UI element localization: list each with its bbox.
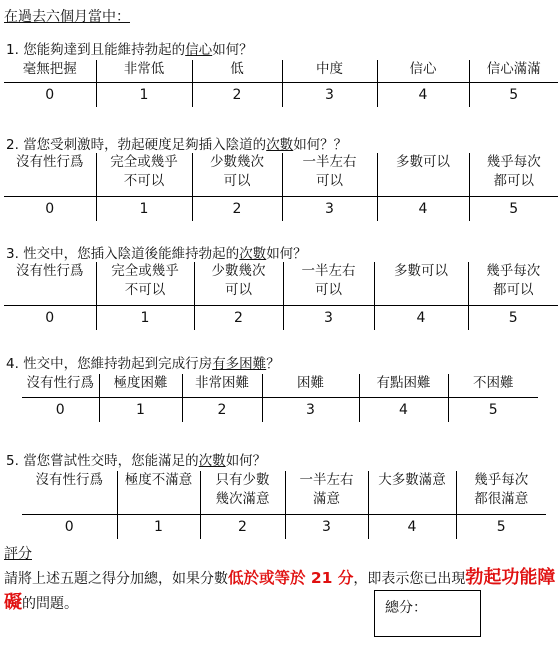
option-label-line: 沒有性行爲 (35, 472, 103, 488)
option-label-line: 可以 (316, 173, 343, 189)
question-number: 3. (6, 246, 19, 262)
option-score[interactable]: 0 (55, 401, 65, 418)
option-label-line: 幾乎每次 (486, 154, 541, 170)
question-5-scale (22, 471, 546, 539)
question-4-scale (22, 374, 538, 422)
option-label (117, 471, 200, 515)
question-4-title (6, 352, 280, 372)
total-score-box[interactable] (374, 590, 481, 637)
option-score[interactable]: 0 (64, 518, 74, 535)
question-emphasis: 次數 (198, 453, 226, 469)
option-label-line: 困難 (297, 375, 324, 391)
option-label-line: 極度不滿意 (124, 472, 193, 488)
option-label-line: 中度 (316, 61, 343, 77)
option-label-line: 毫無把握 (22, 61, 77, 77)
question-1-scale (4, 60, 558, 107)
question-suffix: 如何？？ (293, 137, 348, 153)
question-1-title (6, 38, 253, 58)
question-2-scale (4, 153, 558, 221)
option-score[interactable]: 4 (377, 197, 469, 222)
option-label-line: 大多數滿意 (378, 472, 446, 488)
option-label-line: 多數可以 (396, 154, 450, 170)
option-score[interactable]: 2 (192, 83, 282, 108)
question-suffix: 如何？ (225, 453, 267, 469)
option-label-line: 幾乎每次 (474, 472, 529, 488)
option-label-line: 一半左右 (301, 263, 356, 279)
option-label (468, 262, 558, 306)
option-label-line: 可以 (223, 173, 251, 189)
option-label (469, 153, 558, 197)
question-suffix: 如何？ (266, 246, 307, 262)
option-score[interactable]: 4 (374, 306, 468, 331)
option-score[interactable]: 0 (45, 86, 55, 103)
option-label (96, 153, 192, 197)
option-label (377, 60, 469, 83)
question-emphasis: 次數 (239, 246, 267, 262)
scoring-condition: 勃起功能障礙 (4, 567, 556, 613)
option-label-line: 幾次滿意 (215, 491, 270, 507)
question-5-title (6, 449, 266, 469)
option-score[interactable]: 5 (468, 306, 558, 331)
option-label-line: 不可以 (124, 282, 166, 298)
option-label (194, 262, 283, 306)
option-label-line: 有點困難 (376, 375, 431, 391)
option-label (448, 374, 538, 398)
option-label (285, 471, 368, 515)
option-score[interactable]: 1 (96, 197, 192, 222)
option-label (283, 262, 374, 306)
option-score[interactable]: 0 (45, 200, 55, 217)
option-score[interactable]: 3 (262, 398, 359, 423)
option-label (359, 374, 448, 398)
option-label (377, 153, 469, 197)
option-label-line: 都很滿意 (474, 491, 529, 507)
option-label-line: 一半左右 (302, 154, 357, 170)
option-score[interactable]: 5 (469, 197, 558, 222)
option-score[interactable]: 4 (377, 83, 469, 108)
question-prefix: 性交中，您維持勃起到完成行房 (23, 356, 213, 372)
option-score[interactable]: 5 (469, 83, 558, 108)
option-label-line: 一半左右 (299, 472, 354, 488)
option-label-line: 可以 (315, 282, 342, 298)
option-score[interactable]: 5 (456, 515, 546, 540)
option-label (96, 262, 194, 306)
option-score[interactable]: 1 (96, 83, 192, 108)
question-emphasis: 次數 (266, 137, 294, 153)
option-score[interactable]: 3 (283, 306, 374, 331)
option-label-line: 信心滿滿 (486, 61, 541, 77)
question-prefix: 當您嘗試性交時，您能滿足的 (23, 453, 199, 469)
scoring-text-middle: ，即表示您已出現 (353, 571, 466, 587)
question-3-scale (4, 262, 558, 330)
question-number: 4. (6, 356, 19, 372)
option-label (192, 60, 282, 83)
question-prefix: 您能夠達到且能維持勃起的 (23, 42, 186, 58)
option-label-line: 沒有性行爲 (26, 375, 94, 391)
scoring-threshold: 低於或等於 21 分 (228, 569, 354, 587)
option-label-line: 完全或幾乎 (111, 263, 179, 279)
option-label (99, 374, 182, 398)
option-label-line: 非常困難 (195, 375, 249, 391)
total-score-label: 總分： (385, 600, 427, 616)
option-label (4, 153, 96, 197)
question-emphasis: 信心 (185, 42, 213, 58)
question-number: 2. (6, 137, 19, 153)
option-label (374, 262, 468, 306)
question-3-title (6, 242, 307, 262)
option-label-line: 幾乎每次 (486, 263, 541, 279)
option-score[interactable]: 3 (282, 83, 377, 108)
option-label-line: 都可以 (493, 282, 534, 298)
option-label (282, 60, 377, 83)
option-label-line: 低 (230, 61, 244, 77)
option-label (262, 374, 359, 398)
option-score[interactable]: 2 (192, 197, 282, 222)
option-label-line: 信心 (409, 61, 437, 77)
option-score[interactable]: 0 (45, 309, 55, 326)
option-score[interactable]: 2 (200, 515, 285, 540)
option-label-line: 沒有性行爲 (16, 154, 84, 170)
question-prefix: 當您受刺激時，勃起硬度足夠插入陰道的 (23, 137, 267, 153)
option-score[interactable]: 3 (282, 197, 377, 222)
option-label (469, 60, 558, 83)
question-number: 1. (6, 42, 19, 58)
section-header: 在過去六個月當中： (4, 9, 130, 25)
question-number: 5. (6, 453, 19, 469)
question-emphasis: 有多困難 (212, 356, 267, 372)
option-label-line: 不可以 (123, 173, 165, 189)
option-label (22, 374, 99, 398)
option-score[interactable]: 1 (99, 398, 182, 423)
option-score[interactable]: 4 (359, 398, 448, 423)
scoring-text-after: 的問題。 (22, 596, 78, 612)
option-label (182, 374, 262, 398)
option-score[interactable]: 2 (194, 306, 283, 331)
option-label (96, 60, 192, 83)
question-prefix: 性交中，您插入陰道後能維持勃起的 (23, 246, 240, 262)
question-2-title (6, 133, 347, 153)
option-label-line: 可以 (225, 282, 252, 298)
option-label-line: 完全或幾乎 (110, 154, 178, 170)
option-label (192, 153, 282, 197)
option-label (22, 471, 117, 515)
option-label-line: 滿意 (313, 491, 340, 507)
option-score[interactable]: 2 (182, 398, 262, 423)
option-label-line: 只有少數 (215, 472, 270, 488)
option-label (282, 153, 377, 197)
option-label (4, 60, 96, 83)
question-suffix: 如何？ (212, 42, 253, 58)
option-label (456, 471, 546, 515)
option-label-line: 都可以 (493, 173, 534, 189)
option-label-line: 少數幾次 (210, 154, 264, 170)
scoring-title: 評分 (4, 546, 32, 562)
option-score[interactable]: 3 (285, 515, 368, 540)
option-score[interactable]: 1 (117, 515, 200, 540)
option-label (4, 262, 96, 306)
option-label-line: 多數可以 (394, 263, 448, 279)
option-label-line: 非常低 (123, 61, 165, 77)
option-score[interactable]: 4 (368, 515, 456, 540)
option-label (368, 471, 456, 515)
option-label-line: 不困難 (473, 375, 514, 391)
scoring-text-before: 請將上述五題之得分加總，如果分數 (4, 571, 228, 587)
question-suffix: ？ (266, 356, 280, 372)
option-score[interactable]: 5 (448, 398, 538, 423)
option-label-line: 極度困難 (113, 375, 168, 391)
option-score[interactable]: 1 (96, 306, 194, 331)
option-label-line: 沒有性行爲 (16, 263, 84, 279)
option-label-line: 少數幾次 (211, 263, 266, 279)
option-label (200, 471, 285, 515)
